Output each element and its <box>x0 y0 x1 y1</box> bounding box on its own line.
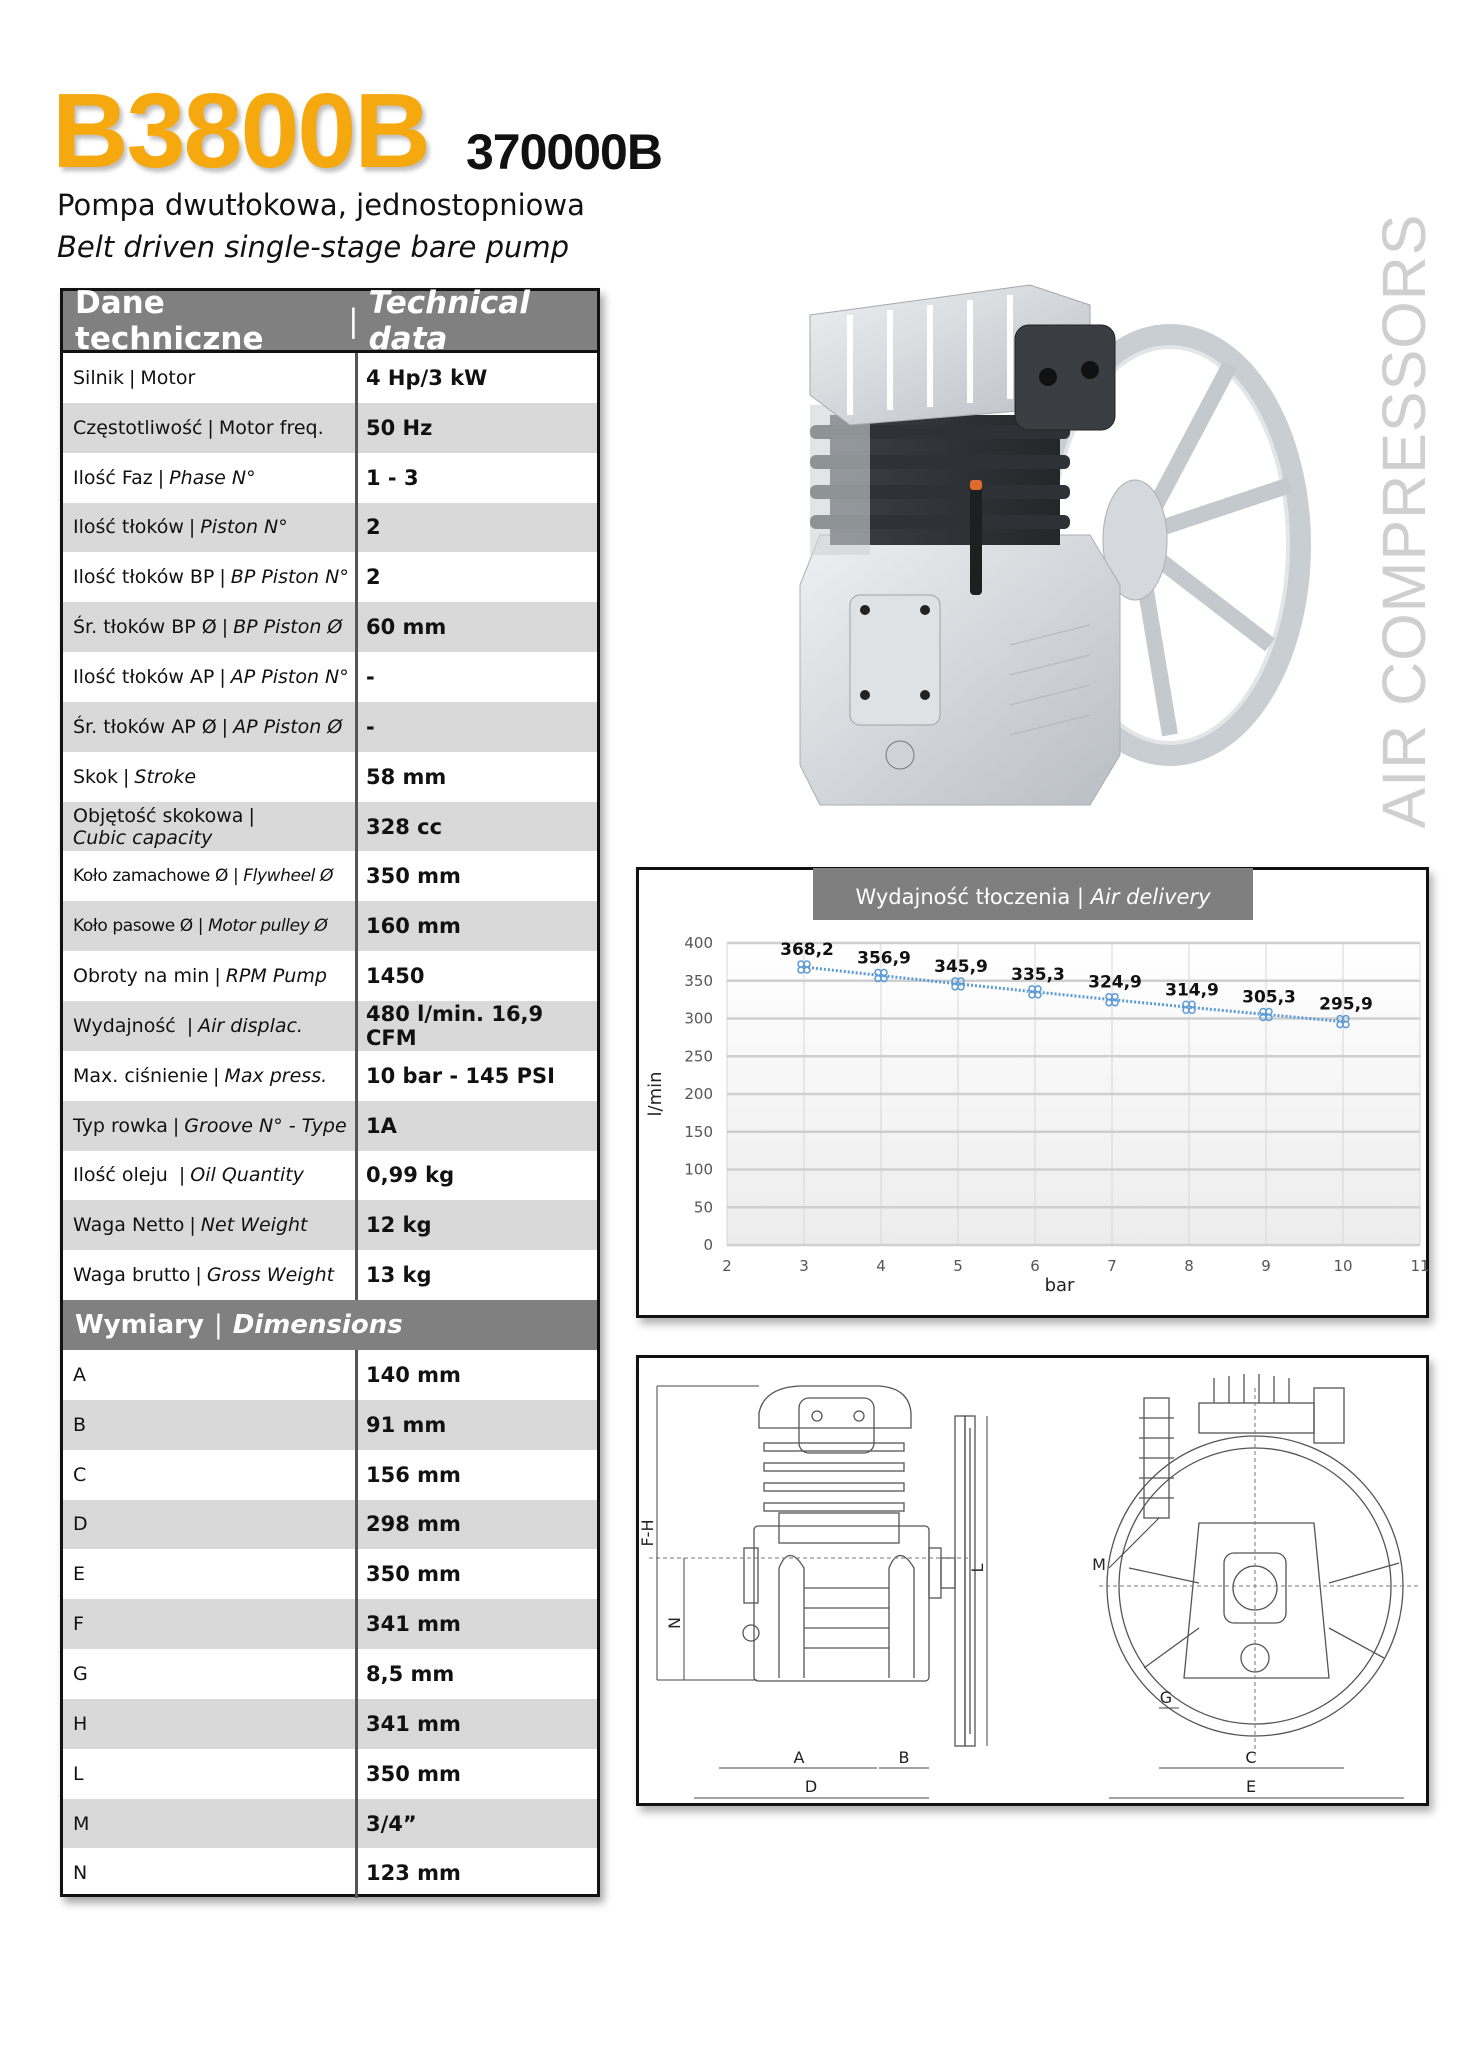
subtitle-polish: Pompa dwutłokowa, jednostopniowa <box>57 188 585 222</box>
dimension-value: 156 mm <box>366 1462 461 1487</box>
spec-label-pl: Silnik <box>73 366 124 389</box>
dimension-value: 123 mm <box>366 1861 461 1886</box>
y-axis-label: l/min <box>645 1071 666 1117</box>
dimension-value: 8,5 mm <box>366 1662 455 1687</box>
dimension-value: 350 mm <box>366 1562 461 1587</box>
dimension-label: D <box>63 1500 358 1550</box>
y-tick-label: 250 <box>684 1047 713 1066</box>
spec-label-en: Motor pulley Ø <box>208 916 328 937</box>
spec-value: 2 <box>366 565 381 590</box>
x-tick-label: 2 <box>722 1257 732 1275</box>
spec-row <box>63 702 597 752</box>
x-tick-label: 8 <box>1184 1257 1194 1275</box>
separator: | <box>248 804 255 827</box>
spec-label-pl: Śr. tłoków BP Ø <box>73 616 217 639</box>
dim-label-g: G <box>1159 1688 1173 1707</box>
spec-label-pl: Ilość tłoków BP <box>73 566 215 589</box>
dimension-label: C <box>63 1450 358 1500</box>
spec-label <box>63 951 358 1001</box>
dimension-lines <box>657 1386 1404 1798</box>
dimension-value: 341 mm <box>366 1612 461 1637</box>
spec-label-en: BP Piston N° <box>230 566 349 589</box>
dimensions-title-en: Dimensions <box>232 1310 403 1341</box>
dimensions-header <box>63 1300 597 1350</box>
spec-label <box>63 1250 358 1300</box>
dim-label-m: M <box>1092 1555 1106 1574</box>
air-delivery-chart <box>636 867 1429 1318</box>
dim-label-l: L <box>968 1563 987 1573</box>
separator: | <box>213 1310 223 1341</box>
separator: | <box>219 665 226 688</box>
y-tick-label: 400 <box>684 934 713 952</box>
x-tick-label: 10 <box>1333 1257 1353 1275</box>
spec-label <box>63 802 358 852</box>
data-label: 368,2 <box>780 940 834 961</box>
data-label: 345,9 <box>934 956 988 977</box>
spec-label-pl: Objętość skokowa <box>73 804 244 827</box>
spec-value: 480 l/min. 16,9 CFM <box>366 1001 544 1050</box>
dimension-row <box>63 1350 597 1400</box>
separator: | <box>172 1114 180 1137</box>
data-label: 305,3 <box>1242 987 1296 1008</box>
spec-row <box>63 602 597 652</box>
side-label-text: AIR COMPRESSORS <box>1370 213 1438 829</box>
subtitle-english: Belt driven single-stage bare pump <box>57 230 570 264</box>
dimension-row <box>63 1848 597 1898</box>
dimension-value: 341 mm <box>366 1711 461 1736</box>
spec-label <box>63 453 358 503</box>
x-tick-label: 5 <box>953 1257 963 1275</box>
chart-title-pl: Wydajność tłoczenia <box>855 885 1071 909</box>
dimension-label: A <box>63 1350 358 1400</box>
dim-label-fh: F-H <box>638 1519 657 1547</box>
spec-row <box>63 652 597 702</box>
spec-row <box>63 901 597 951</box>
spec-table <box>60 284 600 1897</box>
spec-label-en: BP Piston Ø <box>233 616 343 639</box>
crankcase <box>800 535 1120 805</box>
y-tick-label: 150 <box>684 1122 713 1141</box>
spec-row <box>63 353 597 403</box>
data-label: 335,3 <box>1011 964 1065 985</box>
spec-row <box>63 503 597 553</box>
dimension-row <box>63 1549 597 1599</box>
spec-value: - <box>366 664 375 689</box>
separator: | <box>195 1264 202 1287</box>
technical-data-header <box>63 284 597 357</box>
chart-title <box>855 885 1211 910</box>
spec-label-en: Air displac. <box>198 1014 303 1037</box>
spec-label-en: RPM Pump <box>225 965 327 988</box>
spec-value: 60 mm <box>366 615 447 640</box>
separator: | <box>207 416 214 439</box>
spec-row <box>63 951 597 1001</box>
separator: | <box>189 1214 196 1237</box>
dimension-label: L <box>63 1749 358 1799</box>
spec-label-pl: Wydajność <box>73 1014 182 1037</box>
dimension-row <box>63 1400 597 1450</box>
separator: | <box>214 965 221 988</box>
x-tick-label: 4 <box>876 1257 886 1275</box>
spec-row <box>63 1151 597 1201</box>
spec-label <box>63 1001 358 1051</box>
spec-row <box>63 552 597 602</box>
spec-label-en: AP Piston Ø <box>233 715 343 738</box>
separator: | <box>128 366 136 389</box>
spec-label <box>63 851 358 901</box>
spec-value: 160 mm <box>366 914 461 939</box>
dimension-row <box>63 1599 597 1649</box>
x-tick-label: 9 <box>1261 1257 1271 1275</box>
spec-label <box>63 652 358 702</box>
dim-label-d: D <box>804 1777 818 1796</box>
spec-label <box>63 1151 358 1201</box>
dim-label-e: E <box>1245 1777 1257 1796</box>
separator: | <box>186 1014 194 1037</box>
dimension-row <box>63 1749 597 1799</box>
spec-value: 58 mm <box>366 764 447 789</box>
spec-label-en: Net Weight <box>200 1214 308 1237</box>
separator: | <box>178 1164 186 1187</box>
spec-label <box>63 503 358 553</box>
spec-label <box>63 1200 358 1250</box>
y-tick-label: 300 <box>684 1009 713 1028</box>
y-tick-label: 100 <box>684 1160 713 1179</box>
chart-title-sep: | <box>1070 885 1091 909</box>
spec-value: 12 kg <box>366 1213 432 1238</box>
plot-area <box>684 934 1429 1275</box>
y-tick-label: 200 <box>684 1085 713 1103</box>
spec-label-en: Cubic capacity <box>73 826 213 849</box>
spec-label <box>63 1101 358 1151</box>
y-tick-label: 350 <box>684 971 713 990</box>
separator: | <box>232 866 239 887</box>
data-label: 295,9 <box>1319 994 1373 1015</box>
spec-label <box>63 702 358 752</box>
dimension-label: B <box>63 1400 358 1450</box>
x-axis-label: bar <box>1044 1275 1075 1296</box>
pump-photo <box>790 285 1310 815</box>
spec-row <box>63 752 597 802</box>
dimension-rows <box>63 1350 597 1898</box>
dimension-row <box>63 1799 597 1849</box>
spec-row <box>63 802 597 852</box>
x-tick-label: 3 <box>799 1257 809 1275</box>
product-code: 370000B <box>466 124 662 180</box>
dimension-label: E <box>63 1549 358 1599</box>
dimensions-title-pl: Wymiary <box>75 1310 204 1341</box>
spec-value: 1 - 3 <box>366 465 419 490</box>
spec-row <box>63 1200 597 1250</box>
side-label-air-compressors <box>1370 213 1438 829</box>
spec-label-pl: Koło zamachowe Ø <box>73 866 228 887</box>
spec-label-pl: Waga Netto <box>73 1214 185 1237</box>
dimension-label: G <box>63 1649 358 1699</box>
spec-row <box>63 1001 597 1051</box>
data-label: 356,9 <box>857 948 911 969</box>
dimension-label: H <box>63 1699 358 1749</box>
spec-label-en: Stroke <box>134 765 197 788</box>
dim-label-b: B <box>898 1748 910 1767</box>
separator: | <box>221 616 229 639</box>
spec-label-en: Groove N° - Type <box>184 1114 347 1137</box>
spec-value: 1450 <box>366 964 425 989</box>
dipstick <box>970 485 982 595</box>
dimension-row <box>63 1450 597 1500</box>
spec-row <box>63 1101 597 1151</box>
dimension-label: F <box>63 1599 358 1649</box>
dipstick-cap <box>970 480 982 490</box>
x-tick-label: 6 <box>1030 1257 1040 1275</box>
spec-label-pl: Obroty na min <box>73 965 210 988</box>
model-title: B3800B <box>52 72 429 190</box>
spec-label-en: Gross Weight <box>206 1264 335 1287</box>
spec-value: 50 Hz <box>366 415 433 440</box>
dimension-row <box>63 1699 597 1749</box>
spec-label-en: Phase N° <box>169 466 256 489</box>
chart-title-en: Air delivery <box>1090 885 1211 909</box>
spec-label <box>63 901 358 951</box>
spec-label-en: Oil Quantity <box>190 1164 304 1187</box>
technical-title-pl: Dane techniczne <box>75 284 264 357</box>
spec-value: 4 Hp/3 kW <box>366 365 488 390</box>
technical-title-en: Technical data <box>368 284 530 357</box>
spec-label <box>63 1051 358 1101</box>
spec-label-pl: Ilość tłoków <box>73 516 184 539</box>
spec-value: 13 kg <box>366 1263 432 1288</box>
dimension-value: 350 mm <box>366 1761 461 1786</box>
cylinder-head <box>810 285 1115 430</box>
data-label: 324,9 <box>1088 972 1142 993</box>
separator: | <box>188 516 196 539</box>
spec-value: - <box>366 714 375 739</box>
separator: | <box>123 765 130 788</box>
separator: | <box>348 302 359 339</box>
spec-row <box>63 403 597 453</box>
dimension-label: M <box>63 1799 358 1849</box>
dim-label-c: C <box>1245 1748 1257 1767</box>
spec-row <box>63 851 597 901</box>
dim-label-n: N <box>665 1617 684 1629</box>
spec-label <box>63 602 358 652</box>
spec-label <box>63 752 358 802</box>
spec-label-pl: Ilość Faz <box>73 466 153 489</box>
spec-label <box>63 552 358 602</box>
spec-label <box>63 403 358 453</box>
spec-label-pl: Skok <box>73 765 119 788</box>
spec-label-pl: Waga brutto <box>73 1264 191 1287</box>
spec-label-pl: Śr. tłoków AP Ø <box>73 715 217 738</box>
separator: | <box>213 1064 220 1087</box>
spec-value: 2 <box>366 515 381 540</box>
spec-value: 1A <box>366 1113 397 1138</box>
spec-label-pl: Typ rowka <box>73 1114 168 1137</box>
spec-value: 350 mm <box>366 864 461 889</box>
spec-label-pl: Częstotliwość <box>73 416 203 439</box>
dimension-row <box>63 1649 597 1699</box>
spec-label-en: Max press. <box>224 1064 328 1087</box>
dimension-row <box>63 1500 597 1550</box>
spec-label-pl: Ilość oleju <box>73 1164 174 1187</box>
spec-row <box>63 453 597 503</box>
dim-label-a: A <box>793 1748 805 1767</box>
data-label: 314,9 <box>1165 980 1219 1001</box>
spec-value: 328 cc <box>366 814 443 839</box>
dimension-drawing <box>636 1355 1429 1806</box>
dimension-value: 3/4” <box>366 1811 417 1836</box>
dimension-label: N <box>63 1848 358 1898</box>
dimension-value: 91 mm <box>366 1412 447 1437</box>
drawing-svg <box>639 1358 1426 1803</box>
spec-label-en: Motor <box>140 366 196 389</box>
x-tick-label: 7 <box>1107 1257 1117 1275</box>
x-tick-label: 11 <box>1410 1257 1430 1275</box>
separator: | <box>219 566 226 589</box>
y-tick-label: 50 <box>693 1198 713 1217</box>
dimension-value: 298 mm <box>366 1512 461 1537</box>
dimension-value: 140 mm <box>366 1362 461 1387</box>
spec-label-pl: Koło pasowe Ø <box>73 916 193 937</box>
side-view <box>743 1386 975 1746</box>
y-tick-label: 0 <box>703 1236 713 1254</box>
spec-value: 0,99 kg <box>366 1163 455 1188</box>
separator: | <box>197 916 204 937</box>
chart-svg <box>639 870 1430 1315</box>
spec-label-pl: Ilość tłoków AP <box>73 665 215 688</box>
spec-row <box>63 1250 597 1300</box>
spec-label <box>63 353 358 403</box>
separator: | <box>221 715 229 738</box>
spec-row <box>63 1051 597 1101</box>
spec-value: 10 bar - 145 PSI <box>366 1063 555 1088</box>
spec-label-en: Piston N° <box>200 516 288 539</box>
front-view <box>1107 1374 1403 1736</box>
technical-rows <box>63 353 597 1300</box>
spec-label-en: AP Piston N° <box>230 665 349 688</box>
separator: | <box>157 466 165 489</box>
spec-label-en: Motor freq. <box>218 416 324 439</box>
spec-label-en: Flywheel Ø <box>243 866 333 887</box>
spec-label-pl: Max. ciśnienie <box>73 1064 209 1087</box>
